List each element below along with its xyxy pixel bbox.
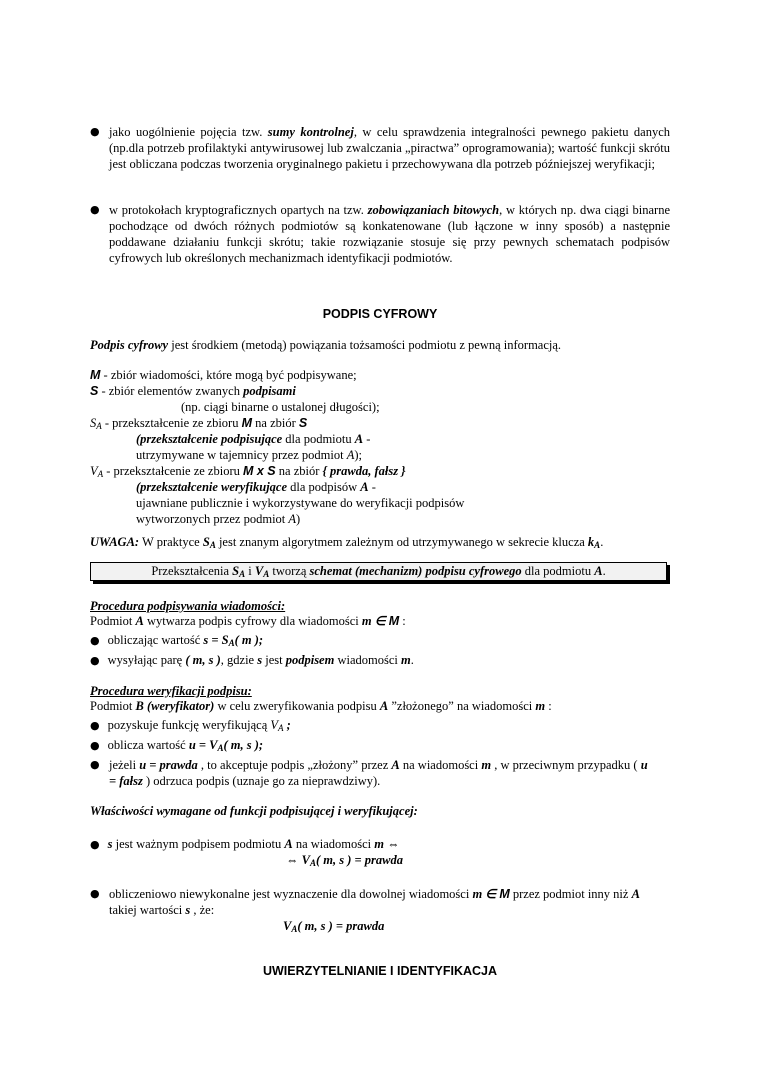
- text: na zbiór: [252, 416, 299, 430]
- symbol: S: [298, 416, 308, 430]
- subscript: A: [263, 569, 270, 579]
- text: - zbiór elementów zwanych: [98, 384, 244, 398]
- bullet-icon: ●: [90, 838, 100, 851]
- subscript: A: [309, 858, 316, 868]
- subscript: A: [278, 723, 284, 733]
- subscript: A: [209, 540, 216, 550]
- bullet-icon: ●: [90, 719, 100, 732]
- formula: s = S: [203, 633, 229, 647]
- text: na zbiór: [275, 464, 323, 478]
- text: , że:: [190, 903, 215, 917]
- symbol: A: [631, 887, 640, 901]
- symbol: m: [374, 837, 385, 851]
- text: =: [109, 774, 120, 788]
- formula: u = V: [188, 738, 218, 752]
- subscript: A: [239, 569, 246, 579]
- emphasis: podpisem: [285, 653, 335, 667]
- symbol: m: [481, 758, 492, 772]
- text: );: [354, 448, 362, 462]
- symbol: B (weryfikator): [135, 699, 215, 713]
- text: ”złożonego” na wiadomości: [388, 699, 536, 713]
- section-heading-uwierzytelnianie: UWIERZYTELNIANIE I IDENTYFIKACJA: [262, 964, 498, 978]
- text: .: [602, 564, 606, 578]
- list-item: [90, 717, 291, 734]
- bullet-icon: ●: [90, 654, 100, 667]
- def-S-note: (np. ciągi binarne o ustalonej długości);: [181, 400, 380, 414]
- symbol: m: [472, 887, 483, 901]
- text: , w celu sprawdzenia integralności pewnego pakietu danych (np.dla potrzeb profilaktyki antywirusowej lub zwalczania „piractwa” oprogramowania); wartość funkcji skrótu jest obliczana podczas tworzenia oryginalnego pakietu i przechowywana dla potrzeb późniejszej weryfikacji;: [109, 125, 670, 171]
- bullet-icon: ●: [90, 758, 100, 771]
- symbol: ∈: [482, 887, 500, 901]
- text: jako uogólnienie pojęcia tzw.: [109, 125, 268, 139]
- text: ) odrzuca podpis (uznaje go za nieprawdziwy).: [142, 774, 381, 788]
- section-heading-podpis-cyfrowy: PODPIS CYFROWY: [322, 307, 438, 321]
- formula: ( m );: [234, 633, 264, 647]
- text: jeżeli: [109, 758, 140, 772]
- text: :: [399, 614, 406, 628]
- text: wytwarza podpis cyfrowy dla wiadomości: [143, 614, 362, 628]
- symbol: k: [587, 535, 595, 549]
- text: dla podmiotu: [521, 564, 595, 578]
- text: w protokołach kryptograficznych opartych na tzw.: [109, 203, 368, 217]
- bullet-icon: ●: [90, 739, 100, 752]
- def-M: [90, 367, 357, 383]
- emphasis: podpisami: [243, 384, 296, 398]
- bullet-icon: ●: [90, 887, 100, 900]
- list-item: [90, 652, 414, 669]
- text: jest środkiem (metodą) powiązania tożsamości podmiotu z pewną informacją.: [168, 338, 562, 352]
- list-item: [90, 124, 670, 172]
- symbol: fałsz: [119, 774, 143, 788]
- text: -: [363, 432, 371, 446]
- list-item: [90, 836, 400, 853]
- proc-verify-title: Procedura weryfikacji podpisu:: [90, 684, 252, 698]
- symbol: S: [90, 384, 99, 398]
- subscript: A: [217, 743, 224, 753]
- symbol: A: [354, 432, 364, 446]
- highlight-box: [90, 562, 667, 581]
- text: tworzą: [269, 564, 310, 578]
- formula: u = prawda: [139, 758, 198, 772]
- list-item: [90, 202, 670, 266]
- symbol: A: [594, 564, 603, 578]
- symbol: M: [241, 416, 253, 430]
- text: jest: [262, 653, 286, 667]
- text: , w których np. dwa ciągi binarne pochodzące od dwóch różnych podmiotów są konkatenowane (lub łączone w inny sposób) a następnie poddawane działaniu funkcji skrótu; takie rozwiązanie stosuje się przy pewnych schematach podpisów cyfrowych lub określonych mechanizmach identyfikacji podmiotów.: [109, 203, 671, 265]
- def-VA: [90, 463, 406, 479]
- text: pozyskuje funkcję weryfikującą: [107, 718, 271, 732]
- symbol: ∈: [371, 614, 389, 628]
- definition-line: [90, 337, 561, 353]
- symbol: m: [401, 653, 411, 667]
- def-SA: [90, 415, 307, 431]
- text: obliczeniowo niewykonalne jest wyznaczenie dla dowolnej wiadomości: [109, 887, 473, 901]
- properties-title: Właściwości wymagane od funkcji podpisującej i weryfikującej:: [90, 804, 418, 818]
- symbol: S: [202, 535, 210, 549]
- symbol: A: [346, 448, 355, 462]
- formula: ( m, s ) = prawda: [315, 853, 403, 867]
- text: ;: [283, 718, 291, 732]
- symbol: m: [361, 614, 372, 628]
- symbol: A: [360, 480, 369, 494]
- symbol: V: [283, 919, 292, 933]
- text: na wiadomości: [399, 758, 482, 772]
- symbol: A: [379, 699, 389, 713]
- text: , gdzie: [220, 653, 258, 667]
- symbol: A: [288, 512, 297, 526]
- emphasis: sumy kontrolnej: [267, 125, 354, 139]
- text: , to akceptuje podpis „złożony” przez: [197, 758, 392, 772]
- text: dla podpisów: [287, 480, 361, 494]
- subscript: A: [228, 638, 235, 648]
- bullet-icon: ●: [90, 634, 100, 647]
- text: :: [545, 699, 552, 713]
- subscript: A: [97, 469, 104, 479]
- symbol: A: [391, 758, 400, 772]
- formula: ( m, s ): [185, 653, 221, 667]
- symbol: A: [284, 837, 293, 851]
- text: w celu zweryfikowania podpisu: [214, 699, 380, 713]
- symbol: m: [535, 699, 546, 713]
- text: utrzymywane w tajemnicy przez podmiot: [136, 448, 347, 462]
- def-S: [90, 383, 296, 399]
- text: jest ważnym podpisem podmiotu: [112, 837, 285, 851]
- symbol: M: [388, 614, 400, 628]
- symbol: A: [135, 614, 144, 628]
- text: oblicza wartość: [107, 738, 189, 752]
- emphasis: schemat (mechanizm) podpisu cyfrowego: [309, 564, 522, 578]
- text: , w przeciwnym przypadku (: [491, 758, 641, 772]
- text: wytworzonych przez podmiot: [136, 512, 289, 526]
- subscript: A: [594, 540, 601, 550]
- text: - przekształcenie ze zbioru: [101, 416, 242, 430]
- text: takiej wartości: [109, 903, 186, 917]
- list-item: [90, 757, 670, 789]
- text: - zbiór wiadomości, które mogą być podpisywane;: [100, 368, 357, 382]
- text: jest znanym algorytmem zależnym od utrzymywanego w sekrecie klucza: [215, 535, 588, 549]
- list-item: [90, 632, 263, 649]
- text: W praktyce: [139, 535, 203, 549]
- text: wysyłając parę: [107, 653, 186, 667]
- text: obliczając wartość: [107, 633, 204, 647]
- symbol: S: [232, 564, 240, 578]
- text: i: [245, 564, 255, 578]
- symbol: M: [90, 368, 101, 382]
- def-VA-line3: ujawniane publicznie i wykorzystywane do weryfikacji podpisów: [136, 496, 465, 510]
- symbol: M: [499, 887, 510, 901]
- symbol: V: [270, 718, 279, 732]
- symbol: M x S: [243, 464, 276, 478]
- subscript: A: [96, 421, 102, 431]
- uwaga-note: [90, 534, 603, 550]
- term: Podpis cyfrowy: [90, 338, 169, 352]
- text: na wiadomości: [292, 837, 375, 851]
- symbol: ⇔: [286, 853, 302, 867]
- bullet-icon: ●: [90, 125, 100, 138]
- symbol: { prawda, fałsz }: [322, 464, 406, 478]
- bullet-icon: ●: [90, 203, 100, 216]
- text: ): [296, 512, 301, 526]
- text: dla podmiotu: [282, 432, 355, 446]
- def-VA-line4: [136, 511, 300, 527]
- text: przez podmiot inny niż: [509, 887, 632, 901]
- symbol: V: [254, 564, 264, 578]
- symbol: u: [640, 758, 648, 772]
- emphasis: (przekształcenie podpisujące: [136, 432, 283, 446]
- def-SA-line2: [136, 431, 370, 447]
- def-VA-line2: [136, 479, 376, 495]
- subscript: A: [291, 924, 298, 934]
- text: .: [410, 653, 414, 667]
- text: Podmiot: [90, 614, 136, 628]
- list-item: [90, 886, 670, 918]
- label: UWAGA:: [90, 535, 140, 549]
- text: Podmiot: [90, 699, 136, 713]
- symbol: ⇔: [384, 837, 400, 851]
- emphasis: zobowiązaniach bitowych: [367, 203, 500, 217]
- symbol: s: [185, 903, 191, 917]
- symbol: S: [90, 416, 97, 430]
- proc-sign-intro: [90, 613, 406, 629]
- formula: ( m, s ) = prawda: [297, 919, 385, 933]
- list-item: [90, 737, 263, 754]
- property-formula-2: [283, 918, 384, 934]
- symbol: s: [107, 837, 113, 851]
- text: .: [600, 535, 604, 549]
- symbol: s: [257, 653, 263, 667]
- proc-sign-title: Procedura podpisywania wiadomości:: [90, 599, 286, 613]
- property-formula-1: [286, 852, 403, 868]
- formula: ( m, s );: [223, 738, 264, 752]
- text: -: [368, 480, 376, 494]
- symbol: V: [90, 464, 98, 478]
- text: - przekształcenie ze zbioru: [103, 464, 243, 478]
- def-SA-line3: [136, 447, 362, 463]
- symbol: V: [301, 853, 310, 867]
- emphasis: (przekształcenie weryfikujące: [136, 480, 288, 494]
- text: wiadomości: [334, 653, 401, 667]
- proc-verify-intro: [90, 698, 552, 714]
- text: Przekształcenia: [151, 564, 233, 578]
